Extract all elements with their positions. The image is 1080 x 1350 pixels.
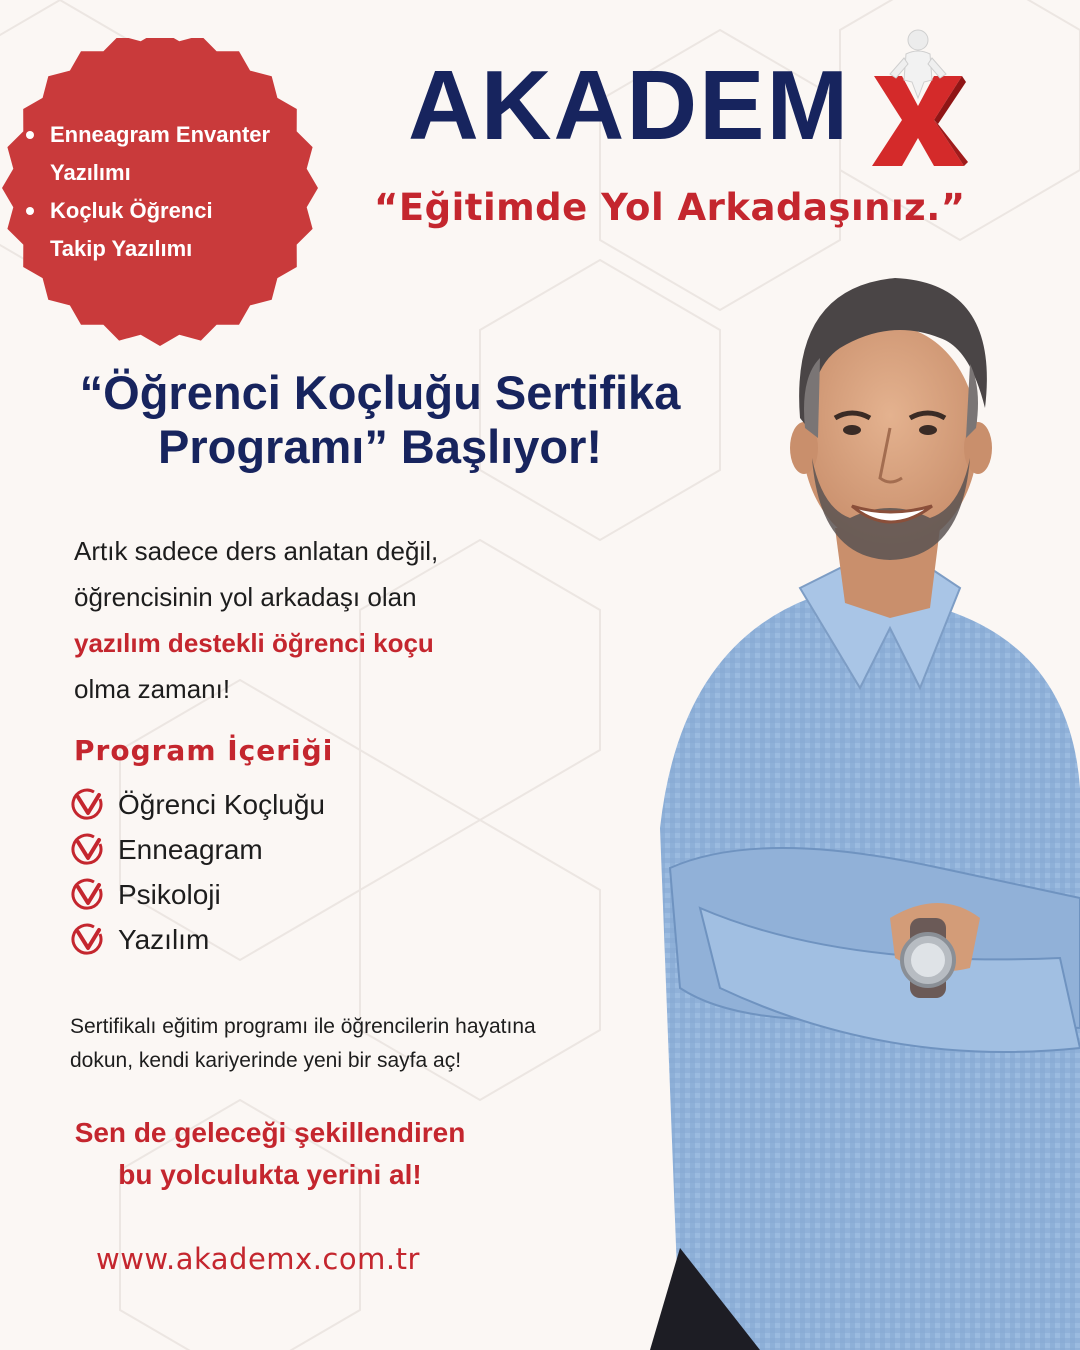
badge-item: Enneagram Envanter Yazılımı xyxy=(22,116,292,192)
intro-line: Artık sadece ders anlatan değil, xyxy=(74,536,439,566)
slogan: “Eğitimde Yol Arkadaşınız.” xyxy=(374,186,966,229)
logo-text: AKADEM xyxy=(408,50,851,160)
title-line: Programı” Başlıyor! xyxy=(157,420,603,473)
program-item: Enneagram xyxy=(70,827,325,872)
program-item: Öğrenci Koçluğu xyxy=(70,782,325,827)
website-link[interactable]: www.akademx.com.tr xyxy=(96,1242,420,1276)
program-item: Yazılım xyxy=(70,917,325,962)
intro-line: olma zamanı! xyxy=(74,674,231,704)
call-to-action: Sen de geleceği şekillendiren bu yolculukta yerini al! xyxy=(74,1117,466,1190)
intro-highlight: yazılım destekli öğrenci koçu xyxy=(74,628,434,658)
coach-photo xyxy=(640,268,1080,1350)
title-line: “Öğrenci Koçluğu Sertifika xyxy=(79,366,681,419)
badge-item: Koçluk Öğrenci Takip Yazılımı xyxy=(22,192,292,268)
badge-feature-list xyxy=(22,116,292,268)
page-title xyxy=(20,366,740,474)
intro-text xyxy=(74,528,438,712)
program-title: Program İçeriği xyxy=(74,734,334,767)
brand-logo xyxy=(408,50,851,160)
certificate-text: Sertifikalı eğitim programı ile öğrencilerin hayatına dokun, kendi kariyerinde yeni bir sayfa aç! xyxy=(70,1015,536,1072)
check-circle-icon xyxy=(70,877,106,913)
program-item: Psikoloji xyxy=(70,872,325,917)
check-circle-icon xyxy=(70,922,106,958)
program-list xyxy=(70,782,325,962)
intro-line: öğrencisinin yol arkadaşı olan xyxy=(74,582,417,612)
logo-x-mark xyxy=(868,28,968,168)
check-circle-icon xyxy=(70,832,106,868)
check-circle-icon xyxy=(70,787,106,823)
